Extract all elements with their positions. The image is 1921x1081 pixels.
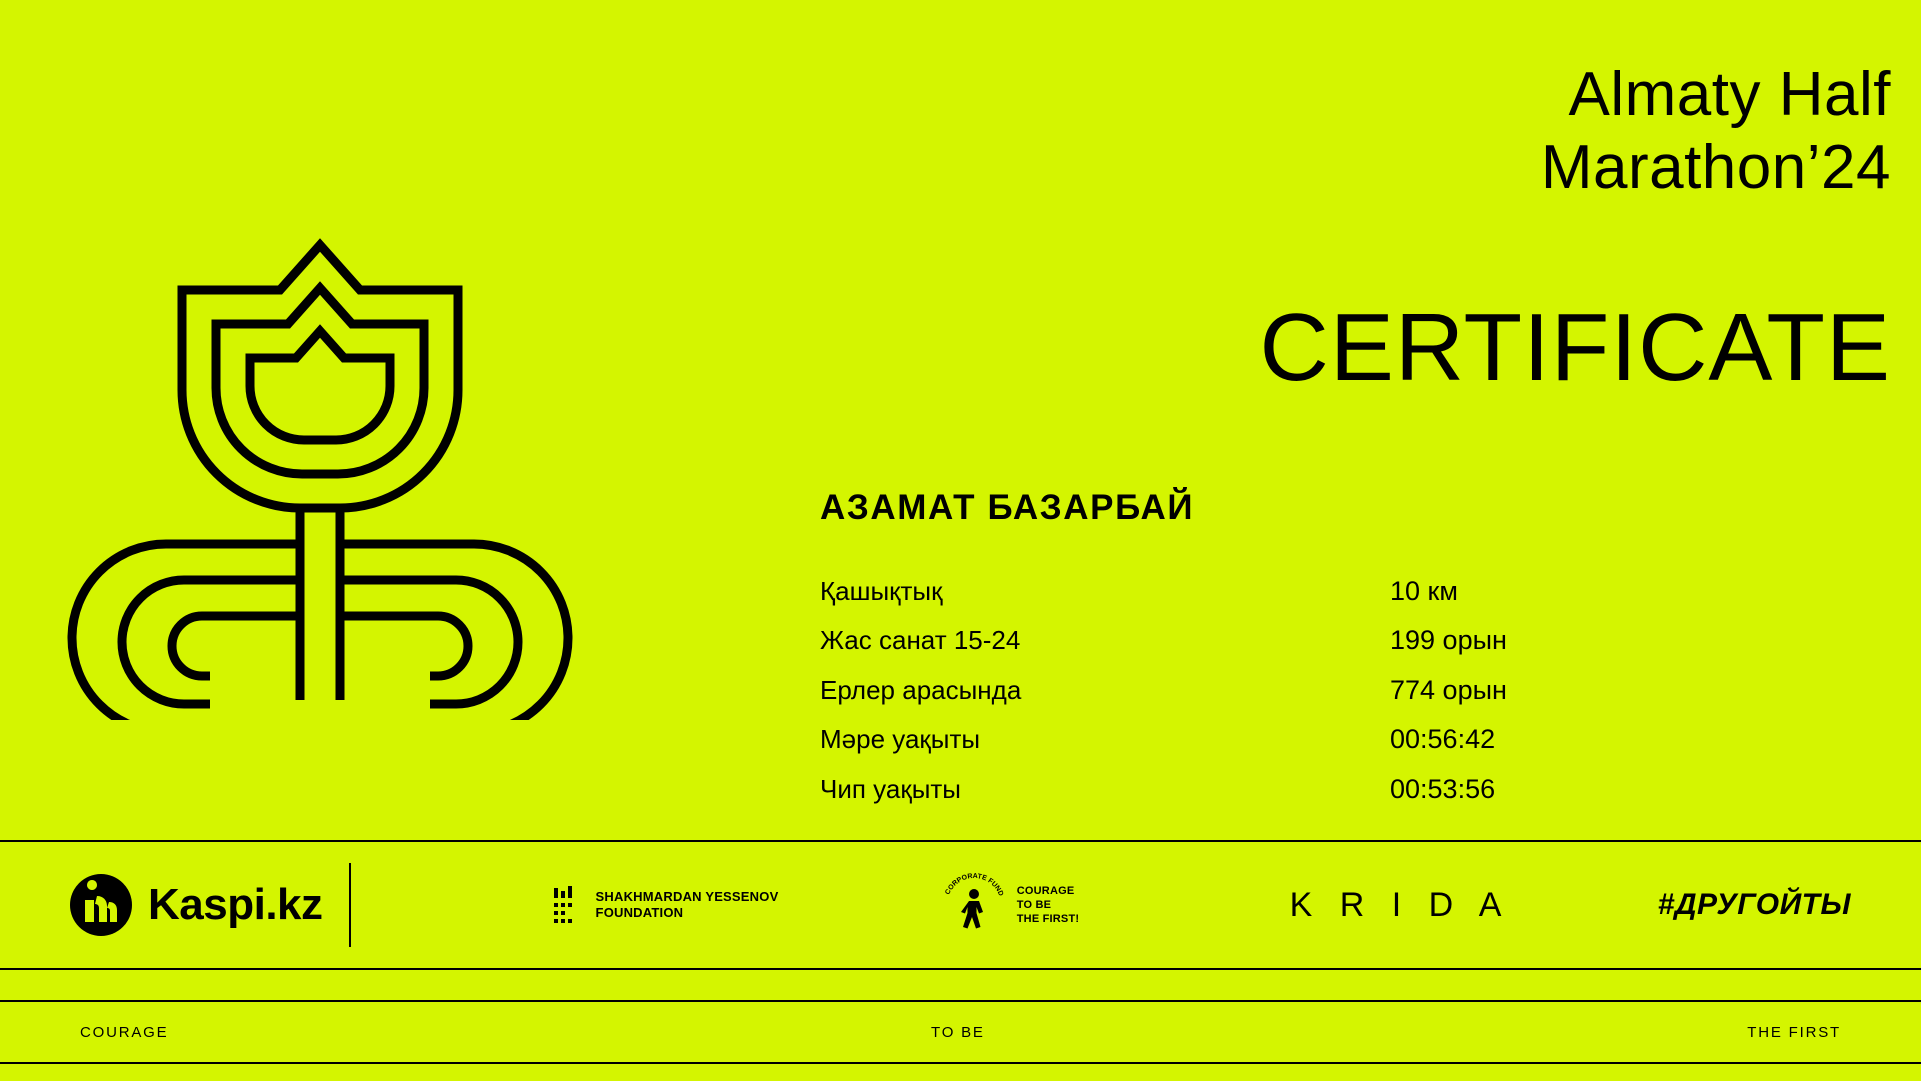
table-row (820, 723, 1600, 755)
tulip-emblem-icon (60, 160, 580, 720)
kaspi-logo-icon (70, 874, 132, 936)
sponsor-separator (349, 863, 351, 947)
courage-line-3: THE FIRST! (1016, 913, 1080, 926)
event-title-line-2: Marathon’24 (1540, 133, 1891, 203)
result-label-age-group: Жас санат 15-24 (820, 625, 1021, 656)
divider-mid (0, 968, 1921, 970)
footer-right-text: THE FIRST (1747, 1023, 1841, 1041)
result-label-chip-time: Чип уақыты (820, 773, 961, 804)
sponsor-yessenov-foundation (500, 842, 830, 968)
page-title: CERTIFICATE (1259, 294, 1891, 401)
courage-fund-wordmark (1017, 884, 1080, 927)
sponsor-kaspi (0, 842, 500, 968)
courage-line-2: TO BE (1016, 898, 1052, 911)
courage-fund-logo-icon (941, 872, 1007, 938)
result-label-distance: Қашықтық (820, 576, 943, 606)
result-value-chip-time: 00:53:56 (1390, 773, 1496, 804)
sponsor-drugoity: #ДРУГОЙТЫ (1657, 888, 1851, 921)
kaspi-wordmark: Kaspi.kz (148, 880, 323, 929)
sponsor-bar (0, 842, 1921, 968)
table-row (820, 575, 1600, 607)
table-row (820, 624, 1600, 656)
results-table (820, 575, 1600, 822)
sponsor-courage-fund (830, 842, 1190, 968)
athlete-name: АЗАМАТ БАЗАРБАЙ (820, 488, 1195, 527)
result-label-finish-time: Мәре уақыты (820, 724, 981, 755)
table-row (820, 674, 1600, 706)
result-label-men-overall: Ерлер арасында (820, 674, 1022, 705)
sponsor-krida: K R I D A (1289, 885, 1511, 924)
yessenov-wordmark (596, 889, 779, 922)
result-value-distance: 10 км (1390, 576, 1458, 606)
footer-slogan (0, 1002, 1921, 1062)
result-value-age-group: 199 орын (1390, 625, 1507, 656)
footer-center-text: TO BE (931, 1023, 985, 1041)
result-value-finish-time: 00:56:42 (1390, 724, 1496, 755)
table-row (820, 773, 1600, 805)
event-title-line-1: Almaty Half (1568, 60, 1891, 129)
courage-line-1: COURAGE (1016, 884, 1075, 897)
result-value-men-overall: 774 орын (1390, 674, 1507, 705)
yessenov-line-1: SHAKHMARDAN YESSENOV (595, 888, 779, 904)
yessenov-line-2: FOUNDATION (595, 905, 684, 920)
divider-bottom (0, 1062, 1921, 1064)
footer-left-text: COURAGE (80, 1023, 169, 1041)
yessenov-logo-icon (552, 886, 584, 924)
event-title (991, 58, 1891, 204)
svg-text:CORPORATE FUND: CORPORATE FUND (944, 872, 1005, 898)
